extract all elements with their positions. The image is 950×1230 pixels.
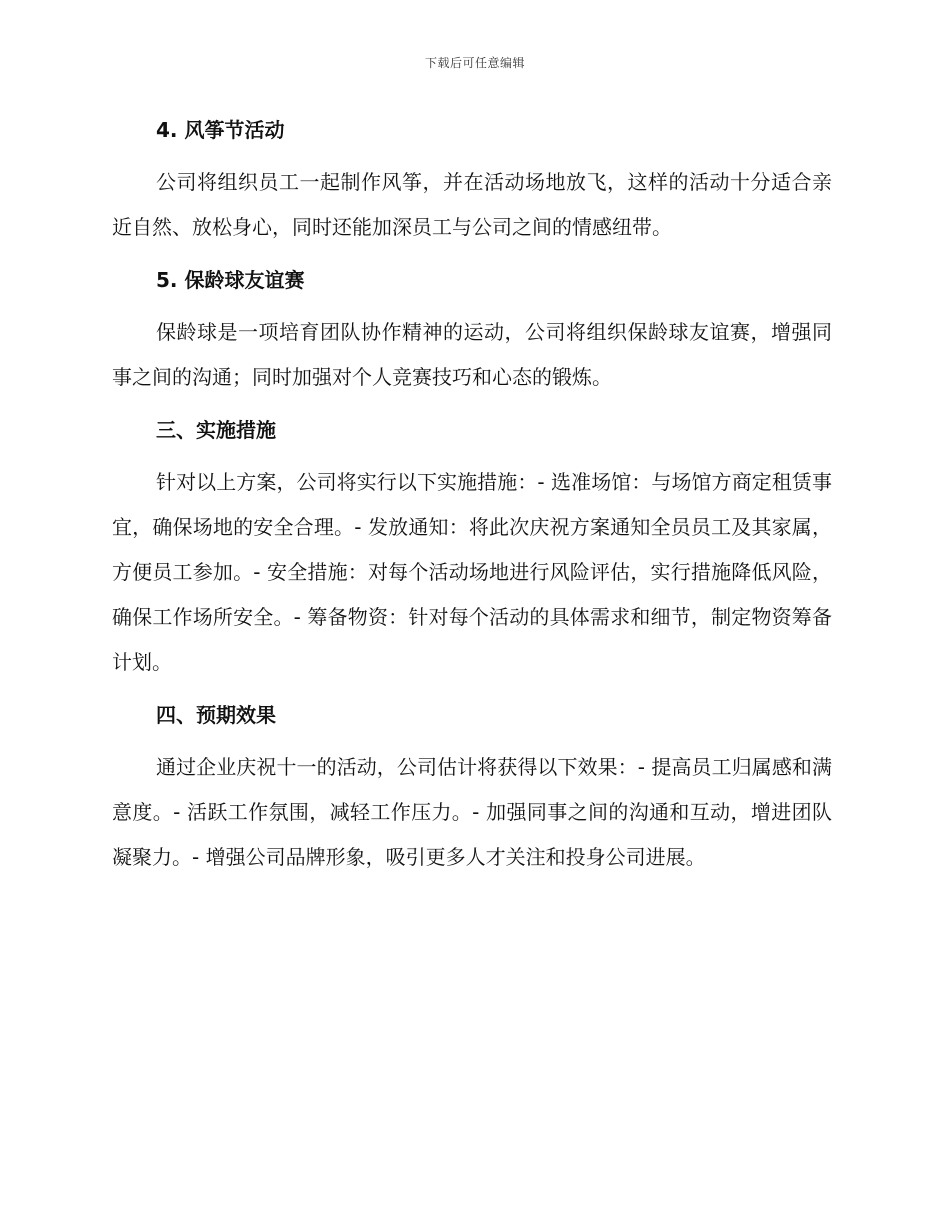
part-paragraph-4: 通过企业庆祝十一的活动，公司估计将获得以下效果：- 提高员工归属感和满意度。- 活跃工作氛围，减轻工作压力。- 加强同事之间的沟通和互动，增进团队凝聚力。- 增强公司品牌形象，吸引更多人才关注和投身公司进展。 — [112, 755, 832, 869]
part-heading-4: 四、预期效果 — [156, 703, 276, 727]
part-heading-3: 三、实施措施 — [156, 418, 276, 442]
section-paragraph-4: 公司将组织员工一起制作风筝，并在活动场地放飞，这样的活动十分适合亲近自然、放松身心，同时还能加深员工与公司之间的情感纽带。 — [112, 170, 832, 239]
header-note: 下载后可任意编辑 — [424, 56, 525, 70]
part-paragraph-3: 针对以上方案，公司将实行以下实施措施：- 选准场馆：与场馆方商定租赁事宜，确保场地的安全合理。- 发放通知：将此次庆祝方案通知全员员工及其家属，方便员工参加。- 安全措施：对每个活动场地进行风险评估，实行措施降低风险，确保工作场所安全。- 筹备物资：针对每个活动的具体需求和细节，制定物资筹备计划。 — [112, 470, 832, 674]
section-paragraph-5: 保龄球是一项培育团队协作精神的运动，公司将组织保龄球友谊赛，增强同事之间的沟通；同时加强对个人竞赛技巧和心态的锻炼。 — [112, 320, 832, 389]
section-heading-4: 4. 风筝节活动 — [156, 118, 285, 142]
section-heading-5: 5. 保龄球友谊赛 — [156, 268, 305, 292]
document-body — [112, 110, 832, 890]
